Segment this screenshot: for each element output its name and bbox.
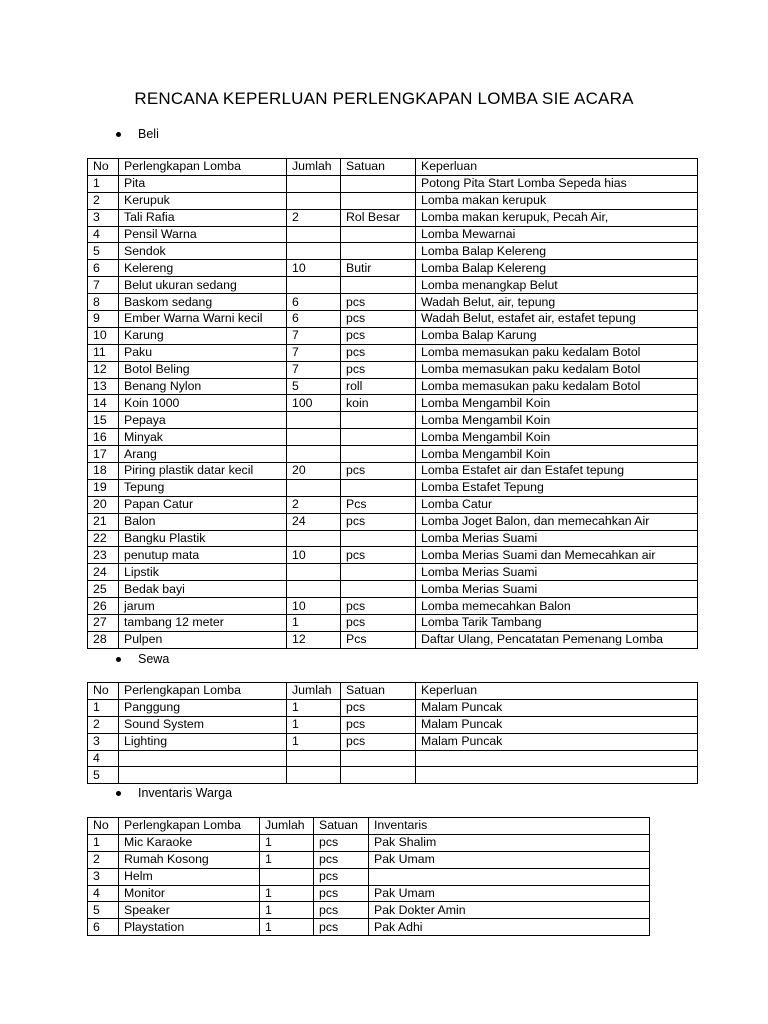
table-cell: pcs — [341, 361, 416, 378]
table-cell: pcs — [314, 885, 369, 902]
table-cell: tambang 12 meter — [119, 615, 287, 632]
table-row — [88, 581, 698, 598]
table-cell — [287, 446, 341, 463]
table-row — [88, 496, 698, 513]
table-cell: 24 — [287, 513, 341, 530]
table-cell: Wadah Belut, estafet air, estafet tepung — [416, 311, 698, 328]
table-cell: pcs — [314, 851, 369, 868]
section-label: Sewa — [138, 652, 170, 666]
table-cell: pcs — [314, 834, 369, 851]
column-header: Keperluan — [416, 683, 698, 700]
table-cell: Lomba Merias Suami — [416, 581, 698, 598]
table-cell: Kerupuk — [119, 192, 287, 209]
table-cell — [287, 581, 341, 598]
table-cell: Pensil Warna — [119, 226, 287, 243]
section-bullet-beli — [116, 127, 159, 141]
table-cell: 1 — [260, 851, 314, 868]
table-row — [88, 226, 698, 243]
inventaris-table — [87, 817, 650, 936]
table-cell — [287, 175, 341, 192]
table-cell: 22 — [88, 530, 119, 547]
table-row — [88, 767, 698, 784]
column-header: Perlengkapan Lomba — [119, 159, 287, 176]
table-cell: penutup mata — [119, 547, 287, 564]
table-cell: Lomba memecahkan Balon — [416, 598, 698, 615]
table-cell: Rol Besar — [341, 209, 416, 226]
table-cell: Lomba Joget Balon, dan memecahkan Air — [416, 513, 698, 530]
table-cell — [341, 226, 416, 243]
table-cell — [416, 767, 698, 784]
table-cell: 11 — [88, 344, 119, 361]
table-cell: 7 — [88, 277, 119, 294]
table-cell: pcs — [341, 699, 416, 716]
table-cell: 24 — [88, 564, 119, 581]
table-cell: Malam Puncak — [416, 699, 698, 716]
table-cell: 4 — [88, 885, 119, 902]
table-cell: Pulpen — [119, 631, 287, 648]
table-row — [88, 175, 698, 192]
table-cell — [287, 226, 341, 243]
table-cell: 6 — [88, 260, 119, 277]
table-cell: koin — [341, 395, 416, 412]
table-cell: 5 — [88, 243, 119, 260]
table-row — [88, 716, 698, 733]
table-cell: 7 — [287, 327, 341, 344]
table-cell: 5 — [88, 902, 119, 919]
table-cell — [341, 192, 416, 209]
section-label: Beli — [138, 127, 159, 141]
table-cell: Lomba memasukan paku kedalam Botol — [416, 378, 698, 395]
table-cell — [287, 192, 341, 209]
table-cell: 25 — [88, 581, 119, 598]
table-cell: Mic Karaoke — [119, 834, 260, 851]
table-cell: pcs — [341, 598, 416, 615]
table-cell — [416, 750, 698, 767]
table-row — [88, 243, 698, 260]
table-cell: 27 — [88, 615, 119, 632]
table-cell: Lomba Balap Kelereng — [416, 260, 698, 277]
table-row — [88, 344, 698, 361]
table-cell: pcs — [341, 294, 416, 311]
table-cell: 17 — [88, 446, 119, 463]
table-cell: 9 — [88, 311, 119, 328]
table-cell: Lomba Catur — [416, 496, 698, 513]
bullet-icon — [116, 132, 121, 137]
table-cell: Butir — [341, 260, 416, 277]
table-cell: Lomba Estafet Tepung — [416, 479, 698, 496]
table-cell: pcs — [341, 733, 416, 750]
column-header: No — [88, 159, 119, 176]
table-cell: Malam Puncak — [416, 733, 698, 750]
table-cell: 28 — [88, 631, 119, 648]
table-cell: 12 — [287, 631, 341, 648]
column-header: Satuan — [341, 159, 416, 176]
table-cell: 6 — [88, 919, 119, 936]
table-cell: 6 — [287, 311, 341, 328]
table-cell: 10 — [88, 327, 119, 344]
table-cell: Helm — [119, 868, 260, 885]
table-cell: pcs — [314, 902, 369, 919]
table-cell: Lomba Mewarnai — [416, 226, 698, 243]
table-cell: roll — [341, 378, 416, 395]
table-cell: Karung — [119, 327, 287, 344]
table-cell: 2 — [88, 716, 119, 733]
table-cell — [341, 564, 416, 581]
table-cell: Lomba Mengambil Koin — [416, 429, 698, 446]
table-cell: pcs — [314, 919, 369, 936]
table-row — [88, 311, 698, 328]
table-cell: 1 — [260, 902, 314, 919]
table-cell: Potong Pita Start Lomba Sepeda hias — [416, 175, 698, 192]
table-row — [88, 209, 698, 226]
table-cell: 1 — [88, 834, 119, 851]
table-cell: Lomba memasukan paku kedalam Botol — [416, 344, 698, 361]
table-cell — [287, 277, 341, 294]
table-row — [88, 479, 698, 496]
table-cell — [341, 277, 416, 294]
table-row — [88, 530, 698, 547]
table-cell: 2 — [287, 209, 341, 226]
table-cell: Sound System — [119, 716, 287, 733]
table-cell — [341, 175, 416, 192]
column-header: Satuan — [314, 818, 369, 835]
table-cell: 1 — [88, 699, 119, 716]
table-cell — [341, 750, 416, 767]
table-cell: Lipstik — [119, 564, 287, 581]
table-cell: 2 — [88, 851, 119, 868]
table-cell: 4 — [88, 750, 119, 767]
table-cell — [341, 767, 416, 784]
table-cell: pcs — [341, 344, 416, 361]
table-cell: 7 — [287, 344, 341, 361]
table-cell: 20 — [88, 496, 119, 513]
table-cell: Belut ukuran sedang — [119, 277, 287, 294]
table-row — [88, 429, 698, 446]
table-row — [88, 564, 698, 581]
column-header: Jumlah — [287, 159, 341, 176]
table-cell: pcs — [341, 463, 416, 480]
table-cell: 14 — [88, 395, 119, 412]
table-header-row — [88, 818, 650, 835]
table-cell — [287, 243, 341, 260]
table-cell: Pcs — [341, 496, 416, 513]
table-cell: Lomba menangkap Belut — [416, 277, 698, 294]
section-bullet-inventaris — [116, 786, 232, 800]
table-cell: Playstation — [119, 919, 260, 936]
table-cell: 6 — [287, 294, 341, 311]
table-row — [88, 868, 650, 885]
column-header: No — [88, 818, 119, 835]
table-cell — [119, 750, 287, 767]
table-cell: 1 — [260, 919, 314, 936]
table-row — [88, 446, 698, 463]
table-cell: 18 — [88, 463, 119, 480]
table-cell: Minyak — [119, 429, 287, 446]
table-cell: Piring plastik datar kecil — [119, 463, 287, 480]
table-cell: Lighting — [119, 733, 287, 750]
table-row — [88, 192, 698, 209]
table-cell: Benang Nylon — [119, 378, 287, 395]
column-header: No — [88, 683, 119, 700]
table-cell — [287, 479, 341, 496]
table-cell: 21 — [88, 513, 119, 530]
table-cell — [341, 429, 416, 446]
table-cell: 5 — [287, 378, 341, 395]
table-row — [88, 260, 698, 277]
table-cell: jarum — [119, 598, 287, 615]
table-cell: 1 — [287, 615, 341, 632]
table-cell: Malam Puncak — [416, 716, 698, 733]
column-header: Keperluan — [416, 159, 698, 176]
table-row — [88, 547, 698, 564]
column-header: Perlengkapan Lomba — [119, 818, 260, 835]
table-cell: Lomba makan kerupuk — [416, 192, 698, 209]
table-cell: 13 — [88, 378, 119, 395]
table-cell: 23 — [88, 547, 119, 564]
table-cell: pcs — [314, 868, 369, 885]
table-cell — [119, 767, 287, 784]
table-row — [88, 615, 698, 632]
table-header-row — [88, 159, 698, 176]
table-cell: 15 — [88, 412, 119, 429]
table-cell: pcs — [341, 327, 416, 344]
section-label: Inventaris Warga — [138, 786, 233, 800]
table-cell: Pak Umam — [369, 851, 650, 868]
table-cell: 4 — [88, 226, 119, 243]
table-cell: pcs — [341, 513, 416, 530]
table-cell — [287, 564, 341, 581]
table-cell: Lomba Tarik Tambang — [416, 615, 698, 632]
table-row — [88, 631, 698, 648]
table-row — [88, 412, 698, 429]
column-header: Perlengkapan Lomba — [119, 683, 287, 700]
column-header: Jumlah — [287, 683, 341, 700]
table-cell: Lomba Merias Suami — [416, 564, 698, 581]
table-cell: Bangku Plastik — [119, 530, 287, 547]
table-cell: Pcs — [341, 631, 416, 648]
table-cell: pcs — [341, 615, 416, 632]
table-cell — [287, 530, 341, 547]
table-row — [88, 750, 698, 767]
table-cell — [287, 767, 341, 784]
table-cell — [369, 868, 650, 885]
table-cell: 1 — [287, 733, 341, 750]
table-cell — [341, 581, 416, 598]
table-cell: 20 — [287, 463, 341, 480]
table-cell: Lomba Balap Karung — [416, 327, 698, 344]
beli-table — [87, 158, 698, 649]
table-cell: pcs — [341, 547, 416, 564]
table-cell — [341, 479, 416, 496]
table-row — [88, 919, 650, 936]
table-row — [88, 395, 698, 412]
table-cell: Speaker — [119, 902, 260, 919]
table-row — [88, 851, 650, 868]
table-cell: Paku — [119, 344, 287, 361]
table-cell: Lomba memasukan paku kedalam Botol — [416, 361, 698, 378]
table-cell — [287, 412, 341, 429]
table-cell: Panggung — [119, 699, 287, 716]
table-cell: 1 — [287, 716, 341, 733]
table-row — [88, 902, 650, 919]
table-cell: Lomba Balap Kelereng — [416, 243, 698, 260]
table-cell: Daftar Ulang, Pencatatan Pemenang Lomba — [416, 631, 698, 648]
table-cell: Pak Dokter Amin — [369, 902, 650, 919]
table-cell: Botol Beling — [119, 361, 287, 378]
table-row — [88, 513, 698, 530]
column-header: Jumlah — [260, 818, 314, 835]
table-row — [88, 733, 698, 750]
table-cell: 10 — [287, 547, 341, 564]
table-cell — [287, 429, 341, 446]
table-cell: Monitor — [119, 885, 260, 902]
section-bullet-sewa — [116, 652, 169, 666]
table-row — [88, 378, 698, 395]
table-cell: 19 — [88, 479, 119, 496]
table-cell: Lomba Estafet air dan Estafet tepung — [416, 463, 698, 480]
table-cell: Balon — [119, 513, 287, 530]
table-cell: 7 — [287, 361, 341, 378]
table-cell: pcs — [341, 311, 416, 328]
table-row — [88, 327, 698, 344]
table-cell: pcs — [341, 716, 416, 733]
table-cell: Bedak bayi — [119, 581, 287, 598]
table-cell — [287, 750, 341, 767]
table-cell: Lomba Mengambil Koin — [416, 412, 698, 429]
table-header-row — [88, 683, 698, 700]
table-row — [88, 361, 698, 378]
table-cell: Wadah Belut, air, tepung — [416, 294, 698, 311]
table-cell: Baskom sedang — [119, 294, 287, 311]
table-cell — [260, 868, 314, 885]
table-cell: Pita — [119, 175, 287, 192]
table-cell: Rumah Kosong — [119, 851, 260, 868]
table-cell: 1 — [287, 699, 341, 716]
table-cell: 10 — [287, 260, 341, 277]
bullet-icon — [116, 791, 121, 796]
table-row — [88, 294, 698, 311]
table-row — [88, 598, 698, 615]
table-cell: 16 — [88, 429, 119, 446]
table-cell: Pepaya — [119, 412, 287, 429]
table-cell: 100 — [287, 395, 341, 412]
table-cell — [341, 412, 416, 429]
table-cell: Pak Umam — [369, 885, 650, 902]
table-cell: 3 — [88, 209, 119, 226]
table-cell: 8 — [88, 294, 119, 311]
table-cell: 1 — [260, 834, 314, 851]
table-cell: Arang — [119, 446, 287, 463]
table-cell: Ember Warna Warni kecil — [119, 311, 287, 328]
sewa-table — [87, 682, 698, 784]
table-row — [88, 699, 698, 716]
table-row — [88, 885, 650, 902]
document-title: RENCANA KEPERLUAN PERLENGKAPAN LOMBA SIE ACARA — [134, 89, 634, 108]
table-cell: Pak Adhi — [369, 919, 650, 936]
table-cell: 26 — [88, 598, 119, 615]
table-cell: Lomba Merias Suami dan Memecahkan air — [416, 547, 698, 564]
table-row — [88, 277, 698, 294]
table-row — [88, 463, 698, 480]
table-cell: 3 — [88, 733, 119, 750]
table-cell: 2 — [88, 192, 119, 209]
table-cell: 12 — [88, 361, 119, 378]
table-cell: Sendok — [119, 243, 287, 260]
table-cell — [341, 530, 416, 547]
table-cell: 2 — [287, 496, 341, 513]
table-cell: 10 — [287, 598, 341, 615]
table-cell: Tepung — [119, 479, 287, 496]
table-cell — [341, 446, 416, 463]
table-cell: Pak Shalim — [369, 834, 650, 851]
table-cell: Koin 1000 — [119, 395, 287, 412]
table-cell: Lomba Mengambil Koin — [416, 446, 698, 463]
table-cell: Lomba makan kerupuk, Pecah Air, — [416, 209, 698, 226]
bullet-icon — [116, 657, 121, 662]
table-cell: 3 — [88, 868, 119, 885]
table-cell: Lomba Mengambil Koin — [416, 395, 698, 412]
table-cell: Tali Rafia — [119, 209, 287, 226]
column-header: Inventaris — [369, 818, 650, 835]
table-cell — [341, 243, 416, 260]
table-cell: 1 — [260, 885, 314, 902]
table-cell: Papan Catur — [119, 496, 287, 513]
table-cell: Kelereng — [119, 260, 287, 277]
table-cell: Lomba Merias Suami — [416, 530, 698, 547]
table-cell: 1 — [88, 175, 119, 192]
column-header: Satuan — [341, 683, 416, 700]
table-cell: 5 — [88, 767, 119, 784]
table-row — [88, 834, 650, 851]
